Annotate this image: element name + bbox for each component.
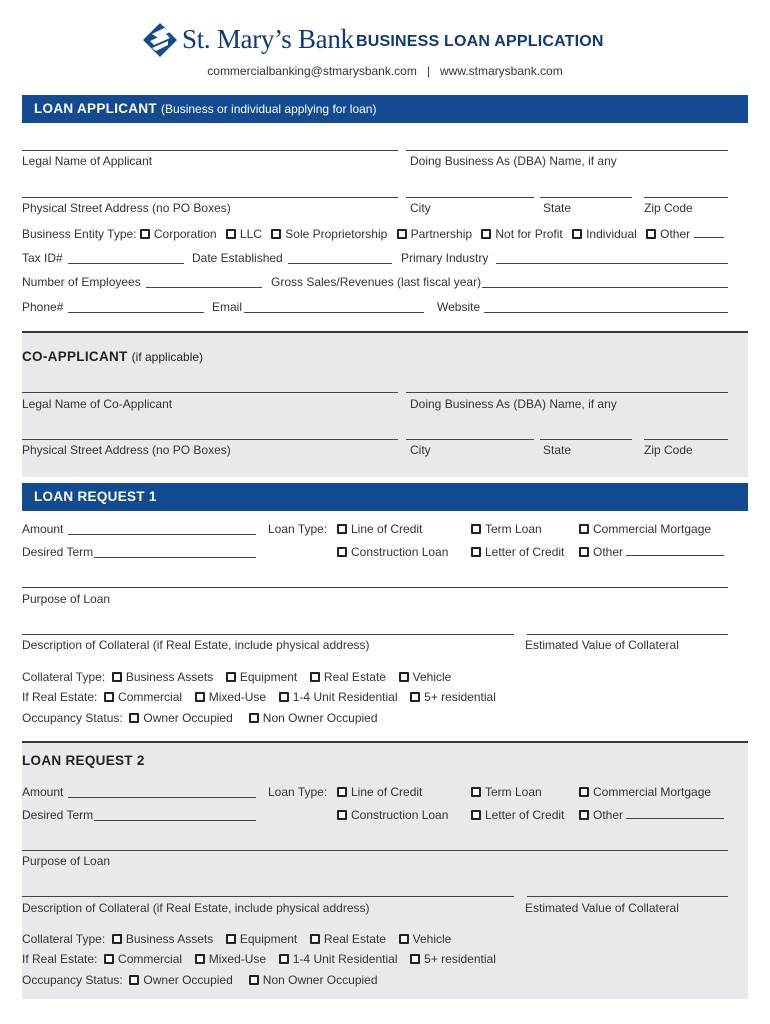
option-label: Vehicle <box>412 932 452 946</box>
loan-type-option: Commercial Mortgage <box>579 522 711 536</box>
section-title-loan-request-2: LOAN REQUEST 2 <box>22 753 145 768</box>
option-label: Other <box>660 227 691 241</box>
phone-field[interactable] <box>68 312 204 313</box>
amount-label: Amount <box>22 785 64 799</box>
diamond-stripes-icon <box>142 22 178 58</box>
primary-industry-field[interactable] <box>496 263 728 264</box>
page-header <box>0 20 770 60</box>
checkbox-individual[interactable] <box>572 229 582 239</box>
checkbox-commercial-mortgage[interactable] <box>579 524 589 534</box>
option-label: Commercial <box>118 952 183 966</box>
legal-name-label: Legal Name of Applicant <box>22 154 153 168</box>
co-city-label: City <box>410 443 431 457</box>
co-address-field[interactable] <box>22 439 398 440</box>
loan-type-option: Letter of Credit <box>471 545 564 559</box>
checkbox-construction-loan[interactable] <box>337 810 347 820</box>
checkbox-sole-proprietorship[interactable] <box>271 229 281 239</box>
checkbox-owner-occupied[interactable] <box>129 713 139 723</box>
checkbox-corporation[interactable] <box>140 229 150 239</box>
dba-label: Doing Business As (DBA) Name, if any <box>410 154 617 168</box>
loan-type-option: Letter of Credit <box>471 808 564 822</box>
co-zip-label: Zip Code <box>644 443 693 457</box>
collateral-description-field[interactable] <box>22 896 514 897</box>
option-label: Owner Occupied <box>143 711 233 725</box>
checkbox-construction-loan[interactable] <box>337 547 347 557</box>
checkbox-term-loan[interactable] <box>471 524 481 534</box>
checkbox-vehicle[interactable] <box>399 934 409 944</box>
contact-website[interactable]: www.stmarysbank.com <box>440 64 563 78</box>
co-legal-name-label: Legal Name of Co-Applicant <box>22 397 173 411</box>
other-entity-field[interactable] <box>694 227 724 238</box>
other-loan-field[interactable] <box>626 545 724 556</box>
checkbox-line-of-credit[interactable] <box>337 787 347 797</box>
section-title-co-applicant: CO-APPLICANT (if applicable) <box>22 349 204 364</box>
section-title: LOAN APPLICANT (Business or individual applying for loan) <box>34 101 377 116</box>
checkbox-partnership[interactable] <box>397 229 407 239</box>
section-divider <box>22 741 748 743</box>
collateral-description-label: Description of Collateral (if Real Estate, include physical address) <box>22 638 370 652</box>
real-estate-label: If Real Estate: <box>22 690 98 704</box>
collateral-type-label: Collateral Type: <box>22 932 106 946</box>
option-label: Mixed-Use <box>208 690 267 704</box>
option-label: Owner Occupied <box>143 973 233 987</box>
checkbox-other[interactable] <box>646 229 656 239</box>
zip-label: Zip Code <box>644 201 693 215</box>
collateral-type-label: Collateral Type: <box>22 670 106 684</box>
date-established-label: Date Established <box>192 251 283 265</box>
website-label: Website <box>437 300 481 314</box>
checkbox-other-loan[interactable] <box>579 810 589 820</box>
option-label: Business Assets <box>125 670 214 684</box>
option-label: Mixed-Use <box>208 952 267 966</box>
purpose-label: Purpose of Loan <box>22 854 111 868</box>
section-loan-request-1 <box>22 483 748 511</box>
tax-id-field[interactable] <box>68 263 184 264</box>
co-state-label: State <box>543 443 572 457</box>
option-label: Equipment <box>239 932 298 946</box>
checkbox-other-loan[interactable] <box>579 547 589 557</box>
option-label: Corporation <box>153 227 217 241</box>
loan-type-option: Term Loan <box>471 522 542 536</box>
amount-field[interactable] <box>68 534 256 535</box>
collateral-description-field[interactable] <box>22 634 514 635</box>
option-label: LLC <box>239 227 262 241</box>
gross-sales-label: Gross Sales/Revenues (last fiscal year) <box>271 275 482 289</box>
contact-line <box>0 64 770 78</box>
section-divider <box>22 331 748 333</box>
email-label: Email <box>212 300 243 314</box>
checkbox-commercial-mortgage[interactable] <box>579 787 589 797</box>
desired-term-label: Desired Term <box>22 808 94 822</box>
email-field[interactable] <box>244 312 424 313</box>
loan-type-option: Line of Credit <box>337 522 422 536</box>
option-label: Not for Profit <box>495 227 563 241</box>
phone-label: Phone# <box>22 300 64 314</box>
gross-sales-field[interactable] <box>482 287 728 288</box>
address-field[interactable] <box>22 197 398 198</box>
checkbox-mixed-use[interactable] <box>195 954 205 964</box>
checkbox-real-estate[interactable] <box>310 672 320 682</box>
loan-type-label: Loan Type: <box>268 785 328 799</box>
collateral-value-field[interactable] <box>527 634 728 635</box>
city-label: City <box>410 201 431 215</box>
legal-name-field[interactable] <box>22 150 398 151</box>
checkbox-1-4-unit-residential[interactable] <box>279 692 289 702</box>
real-estate-row <box>22 952 496 966</box>
checkbox-1-4-unit-residential[interactable] <box>279 954 289 964</box>
checkbox-line-of-credit[interactable] <box>337 524 347 534</box>
checkbox-vehicle[interactable] <box>399 672 409 682</box>
co-zip-field[interactable] <box>644 439 728 440</box>
co-legal-name-field[interactable] <box>22 392 398 393</box>
checkbox-letter-of-credit[interactable] <box>471 810 481 820</box>
checkbox-not-for-profit[interactable] <box>481 229 491 239</box>
option-label: Vehicle <box>412 670 452 684</box>
option-label: 1-4 Unit Residential <box>292 952 398 966</box>
checkbox-owner-occupied[interactable] <box>129 975 139 985</box>
option-label: Real Estate <box>323 670 386 684</box>
option-label: 1-4 Unit Residential <box>292 690 398 704</box>
option-label: Partnership <box>410 227 473 241</box>
other-loan-field[interactable] <box>626 808 724 819</box>
occupancy-row <box>22 973 378 987</box>
employees-field[interactable] <box>146 287 262 288</box>
website-field[interactable] <box>484 312 728 313</box>
checkbox-equipment[interactable] <box>226 934 236 944</box>
purpose-field[interactable] <box>22 850 728 851</box>
dba-field[interactable] <box>406 150 728 151</box>
option-label: Non Owner Occupied <box>262 973 378 987</box>
option-label: Sole Proprietorship <box>285 227 388 241</box>
occupancy-label: Occupancy Status: <box>22 973 123 987</box>
loan-type-option: Other <box>579 808 724 822</box>
checkbox-non-owner-occupied[interactable] <box>249 713 259 723</box>
checkbox-business-assets[interactable] <box>112 672 122 682</box>
occupancy-row <box>22 711 378 725</box>
collateral-description-label: Description of Collateral (if Real Estate, include physical address) <box>22 901 370 915</box>
desired-term-field[interactable] <box>94 820 256 821</box>
co-address-label: Physical Street Address (no PO Boxes) <box>22 443 231 457</box>
checkbox-5-plus-residential[interactable] <box>410 954 420 964</box>
option-label: 5+ residential <box>424 952 496 966</box>
contact-separator: | <box>426 64 430 78</box>
checkbox-commercial[interactable] <box>104 692 114 702</box>
collateral-value-label: Estimated Value of Collateral <box>525 901 679 915</box>
section-loan-applicant <box>22 95 748 123</box>
loan-type-option: Line of Credit <box>337 785 422 799</box>
application-title: BUSINESS LOAN APPLICATION <box>356 33 604 50</box>
section-title: LOAN REQUEST 1 <box>34 489 157 504</box>
checkbox-business-assets[interactable] <box>112 934 122 944</box>
primary-industry-label: Primary Industry <box>401 251 489 265</box>
desired-term-field[interactable] <box>94 557 256 558</box>
loan-type-label: Loan Type: <box>268 522 328 536</box>
desired-term-label: Desired Term <box>22 545 94 559</box>
address-label: Physical Street Address (no PO Boxes) <box>22 201 231 215</box>
loan-type-option: Other <box>579 545 724 559</box>
state-label: State <box>543 201 572 215</box>
tax-id-label: Tax ID# <box>22 251 63 265</box>
co-city-field[interactable] <box>406 439 534 440</box>
entity-type-label: Business Entity Type: <box>22 227 137 241</box>
option-label: Commercial <box>118 690 183 704</box>
amount-label: Amount <box>22 522 64 536</box>
option-label: Real Estate <box>323 932 386 946</box>
co-dba-field[interactable] <box>406 392 728 393</box>
collateral-type-row <box>22 670 451 684</box>
contact-email[interactable]: commercialbanking@stmarysbank.com <box>207 64 417 78</box>
real-estate-label: If Real Estate: <box>22 952 98 966</box>
loan-type-option: Commercial Mortgage <box>579 785 711 799</box>
checkbox-letter-of-credit[interactable] <box>471 547 481 557</box>
option-label: 5+ residential <box>424 690 496 704</box>
checkbox-non-owner-occupied[interactable] <box>249 975 259 985</box>
checkbox-real-estate[interactable] <box>310 934 320 944</box>
checkbox-mixed-use[interactable] <box>195 692 205 702</box>
entity-type-row <box>22 227 724 241</box>
co-dba-label: Doing Business As (DBA) Name, if any <box>410 397 617 411</box>
co-state-field[interactable] <box>540 439 632 440</box>
option-label: Non Owner Occupied <box>262 711 378 725</box>
state-field[interactable] <box>540 197 632 198</box>
employees-label: Number of Employees <box>22 275 141 289</box>
loan-type-option: Term Loan <box>471 785 542 799</box>
purpose-field[interactable] <box>22 587 728 588</box>
city-field[interactable] <box>406 197 534 198</box>
loan-type-option: Construction Loan <box>337 808 448 822</box>
checkbox-equipment[interactable] <box>226 672 236 682</box>
loan-type-option: Construction Loan <box>337 545 448 559</box>
option-label: Equipment <box>239 670 298 684</box>
checkbox-term-loan[interactable] <box>471 787 481 797</box>
amount-field[interactable] <box>68 797 256 798</box>
collateral-type-row <box>22 932 451 946</box>
real-estate-row <box>22 690 496 704</box>
collateral-value-label: Estimated Value of Collateral <box>525 638 679 652</box>
checkbox-commercial[interactable] <box>104 954 114 964</box>
option-label: Business Assets <box>125 932 214 946</box>
date-established-field[interactable] <box>288 263 392 264</box>
occupancy-label: Occupancy Status: <box>22 711 123 725</box>
zip-field[interactable] <box>644 197 728 198</box>
checkbox-5-plus-residential[interactable] <box>410 692 420 702</box>
option-label: Individual <box>586 227 637 241</box>
collateral-value-field[interactable] <box>527 896 728 897</box>
bank-name: St. Mary’s Bank <box>182 24 354 54</box>
purpose-label: Purpose of Loan <box>22 592 111 606</box>
checkbox-llc[interactable] <box>226 229 236 239</box>
